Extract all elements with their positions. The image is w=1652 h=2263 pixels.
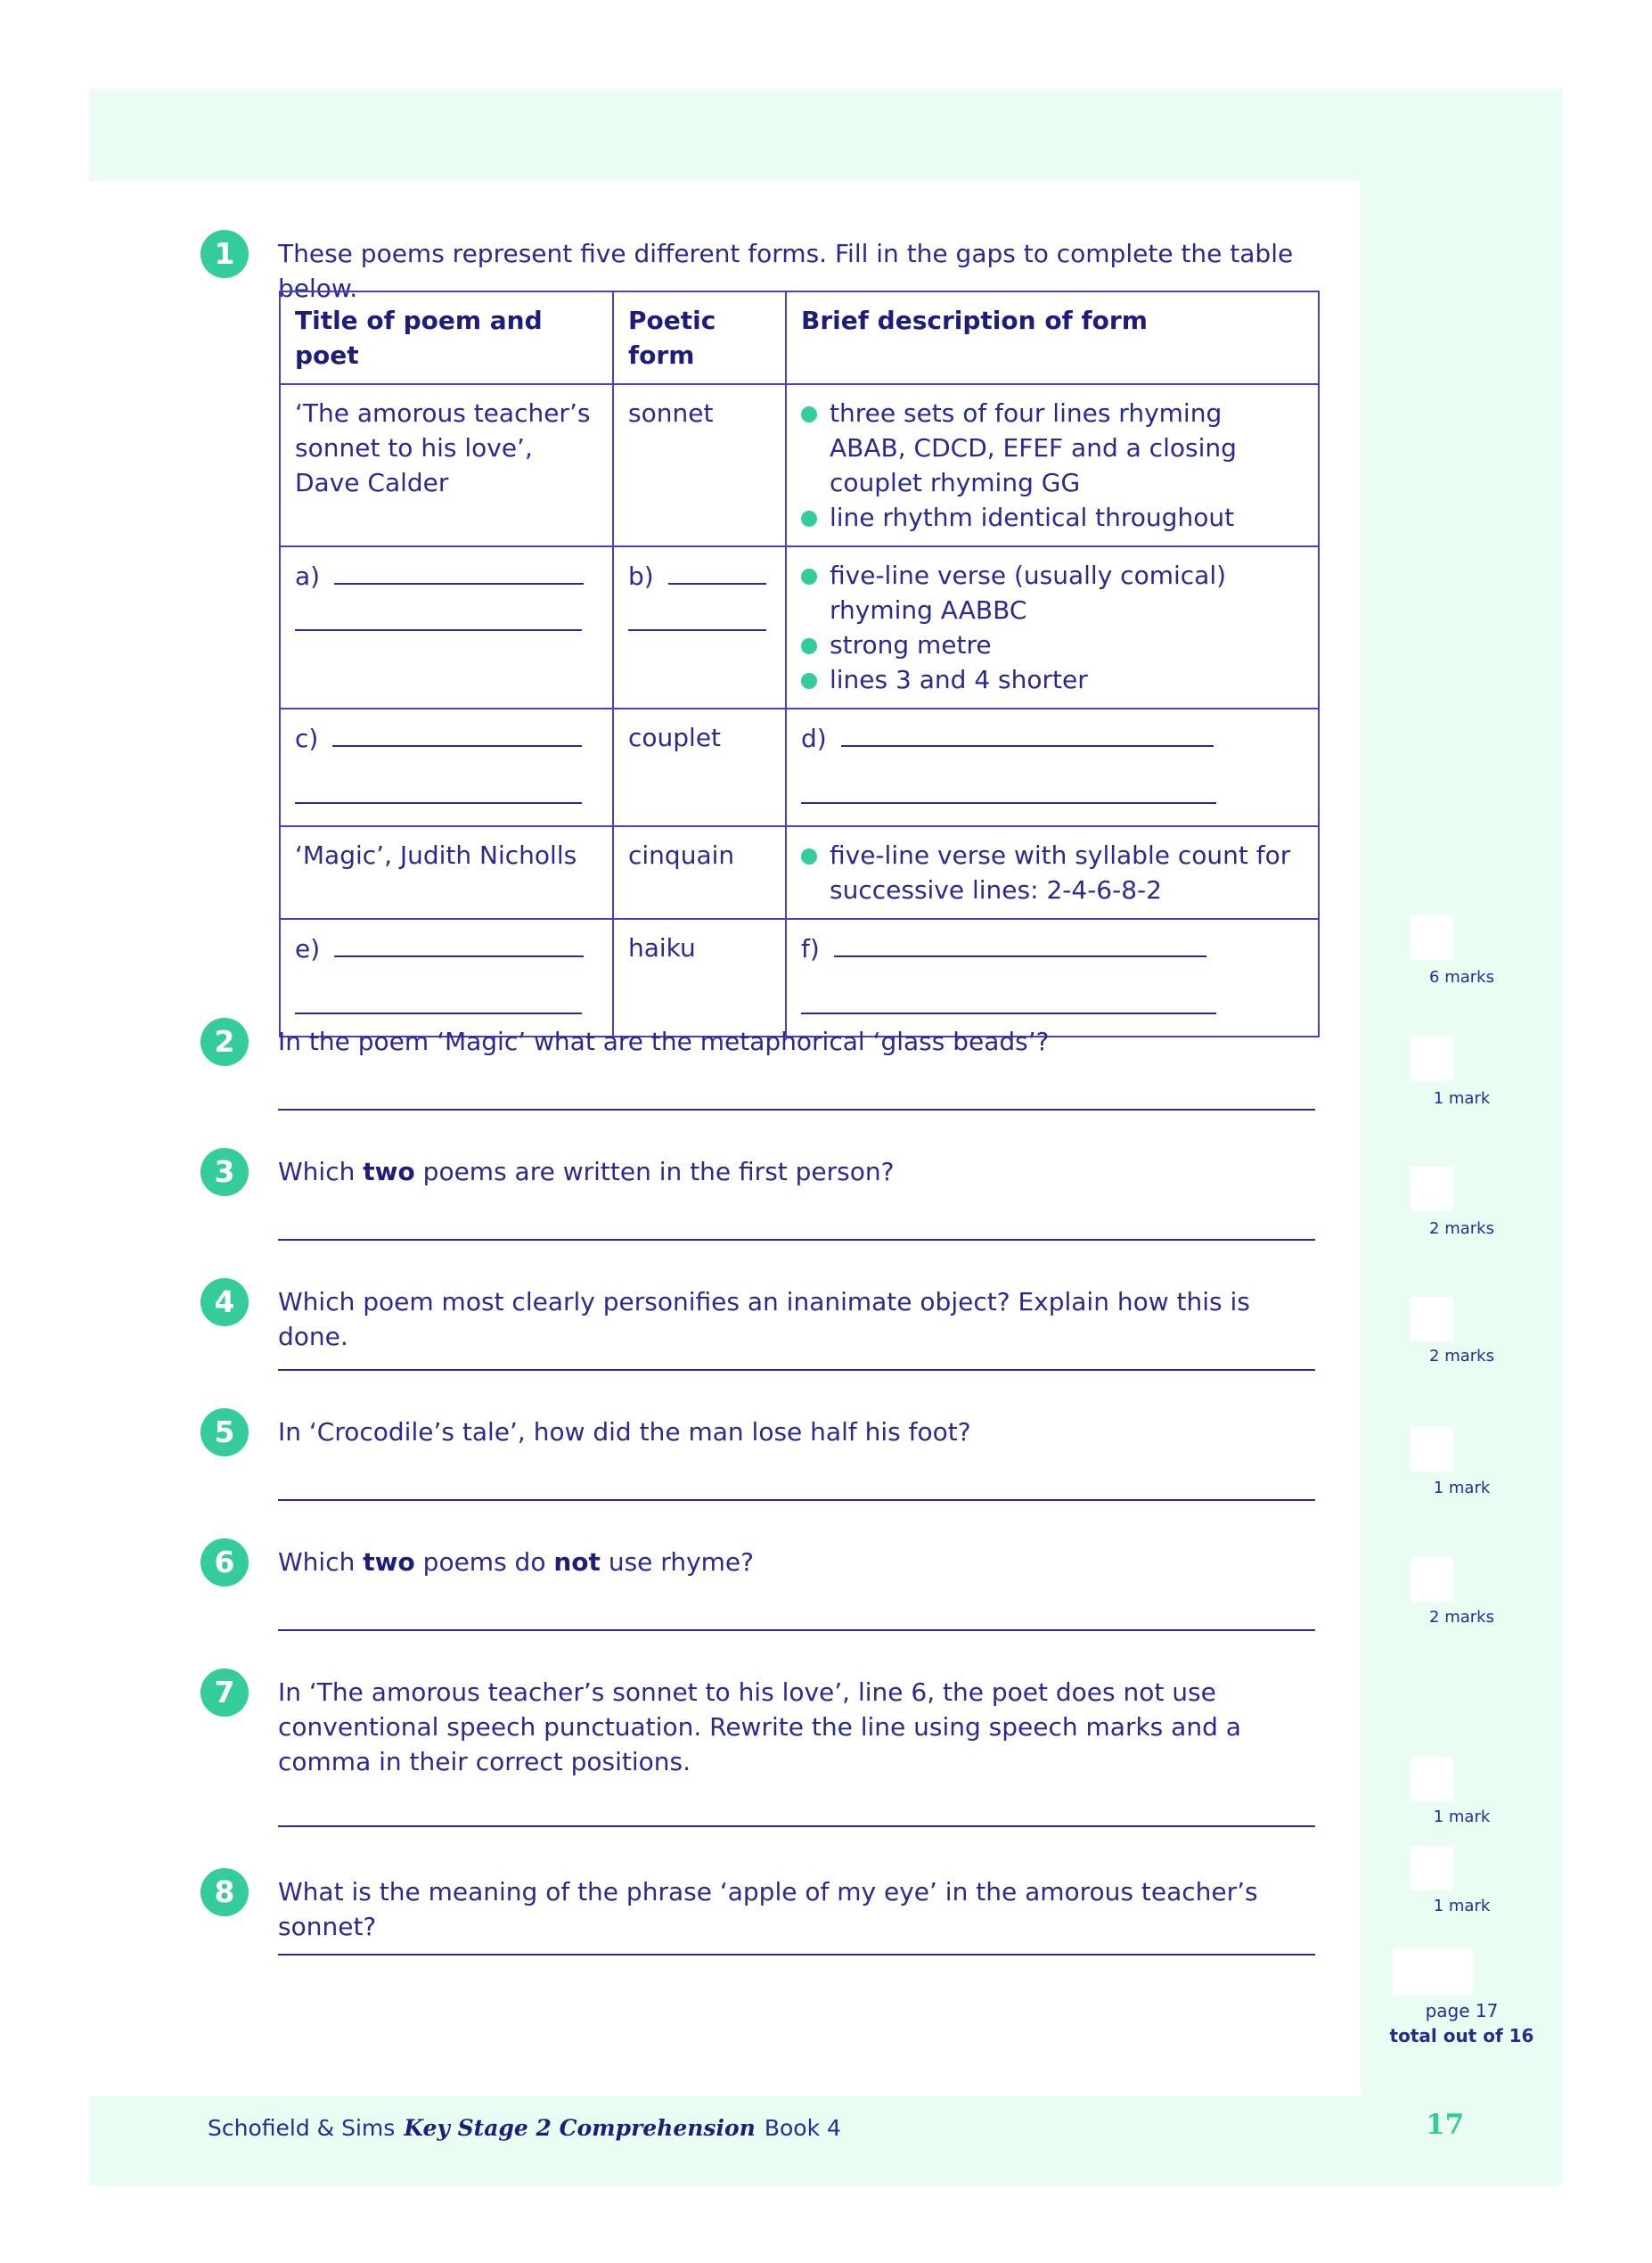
answer-blank-a[interactable] [334,558,584,585]
answer-line[interactable] [278,1369,1315,1371]
answer-blank-e-continued[interactable] [295,988,582,1014]
series-title: Key Stage 2 Comprehension [404,2115,756,2141]
question-text: In ‘The amorous teacher’s sonnet to his love’, line 6, the poet does not use conventional speech punctuation. Rewrite the line using speech marks and a comma in their correct positions. [278,1677,1241,1776]
mark-box-q2[interactable] [1411,1037,1453,1081]
marks-label-q1: 6 marks [1429,968,1494,987]
description-bullet: five-line verse with syllable count for successive lines: 2-4-6-8-2 [801,838,1304,907]
question-number: 6 [200,1538,249,1587]
question-text: Which poem most clearly personifies an inanimate object? Explain how this is done. [278,1287,1250,1351]
table-header-row [280,291,1319,384]
footer-band [89,2096,1563,2185]
gap-label-b: b) [628,562,654,591]
mark-box-q5[interactable] [1411,1427,1453,1472]
mark-box-q7[interactable] [1411,1757,1453,1801]
answer-blank-e[interactable] [334,931,584,957]
emphasis-two: two [363,1547,415,1577]
marks-label-q8: 1 mark [1433,1897,1491,1915]
column-header-description: Brief description of form [786,291,1319,384]
book-number: Book 4 [764,2115,841,2141]
poem-form-cell: couplet [613,709,786,826]
description-bullet: strong metre [801,627,1304,662]
gap-label-c: c) [295,724,319,753]
gap-label-f: f) [801,934,820,963]
answer-line[interactable] [278,1499,1315,1501]
footer-credit [208,2115,841,2141]
mark-box-q6[interactable] [1411,1557,1453,1602]
page-number: 17 [1426,2109,1465,2141]
marks-label-q4: 2 marks [1429,1347,1494,1365]
question-number: 1 [200,230,249,278]
table-row [280,709,1319,826]
question-text: In the poem ‘Magic’ what are the metaphorical ‘glass beads’? [278,1027,1050,1056]
table-row [280,546,1319,709]
answer-blank-b-continued[interactable] [628,604,766,631]
poem-form-cell [613,546,786,709]
form-description-cell [786,826,1319,919]
page-total-page-label: page 17 [1425,2000,1499,2021]
answer-blank-c[interactable] [332,720,582,747]
marks-label-q5: 1 mark [1433,1479,1491,1497]
question-text: Which two poems are written in the first person? [278,1157,895,1186]
marks-label-q2: 1 mark [1433,1089,1491,1108]
answer-blank-c-continued[interactable] [295,777,582,804]
header-band [89,89,1563,181]
answer-blank-b[interactable] [668,558,766,585]
answer-line[interactable] [278,1954,1315,1956]
question-number: 5 [200,1408,249,1456]
poem-form-cell: sonnet [613,384,786,546]
poem-form-cell: haiku [613,919,786,1037]
mark-box-q4[interactable] [1411,1297,1453,1341]
poem-title-cell: ‘The amorous teacher’s sonnet to his love’, Dave Calder [280,384,613,546]
mark-box-q3[interactable] [1411,1167,1453,1211]
answer-line[interactable] [278,1109,1315,1111]
column-header-form: Poetic form [613,291,786,384]
column-header-title: Title of poem and poet [280,291,613,384]
description-bullet: lines 3 and 4 shorter [801,662,1304,697]
question-text: Which two poems do not use rhyme? [278,1547,754,1577]
answer-line[interactable] [278,1239,1315,1241]
question-number: 8 [200,1868,249,1916]
poem-form-cell: cinquain [613,826,786,919]
poem-title-cell [280,919,613,1037]
mark-box-q8[interactable] [1411,1846,1453,1890]
description-bullet: five-line verse (usually comical) rhyming AABBC [801,558,1304,627]
answer-blank-f[interactable] [834,931,1206,957]
poem-forms-table [279,291,1320,1037]
publisher-name: Schofield & Sims [208,2115,396,2141]
question-text: These poems represent five different forms. Fill in the gaps to complete the table below. [278,239,1294,303]
description-bullet: line rhythm identical throughout [801,500,1304,535]
marks-label-q6: 2 marks [1429,1608,1494,1627]
answer-line[interactable] [278,1825,1315,1827]
emphasis-not: not [553,1547,601,1577]
gap-label-d: d) [801,724,827,753]
question-text: In ‘Crocodile’s tale’, how did the man lose half his foot? [278,1417,971,1447]
poem-title-cell [280,546,613,709]
page-total-label: total out of 16 [1389,2025,1534,2046]
question-text: What is the meaning of the phrase ‘apple of my eye’ in the amorous teacher’s sonnet? [278,1877,1258,1941]
question-number: 3 [200,1148,249,1196]
table-row [280,384,1319,546]
table-row [280,826,1319,919]
gap-label-a: a) [295,562,321,591]
marks-margin [1361,89,1563,2185]
emphasis-two: two [363,1157,415,1186]
question-number: 2 [200,1018,249,1066]
form-description-cell [786,384,1319,546]
form-description-cell [786,919,1319,1037]
question-number: 7 [200,1669,249,1717]
answer-blank-f-continued[interactable] [801,988,1216,1014]
answer-blank-a-continued[interactable] [295,604,582,631]
table-row [280,919,1319,1037]
answer-blank-d[interactable] [841,720,1214,747]
poem-title-cell: ‘Magic’, Judith Nicholls [280,826,613,919]
form-description-cell [786,546,1319,709]
marks-label-q7: 1 mark [1433,1808,1491,1826]
poem-title-cell [280,709,613,826]
gap-label-e: e) [295,934,321,963]
page-total-box[interactable] [1393,1948,1473,1995]
question-number: 4 [200,1278,249,1326]
answer-blank-d-continued[interactable] [801,777,1216,804]
form-description-cell [786,709,1319,826]
mark-box-q1[interactable] [1411,915,1453,960]
answer-line[interactable] [278,1629,1315,1631]
description-bullet: three sets of four lines rhyming ABAB, CDCD, EFEF and a closing couplet rhyming GG [801,396,1304,500]
marks-label-q3: 2 marks [1429,1219,1494,1238]
